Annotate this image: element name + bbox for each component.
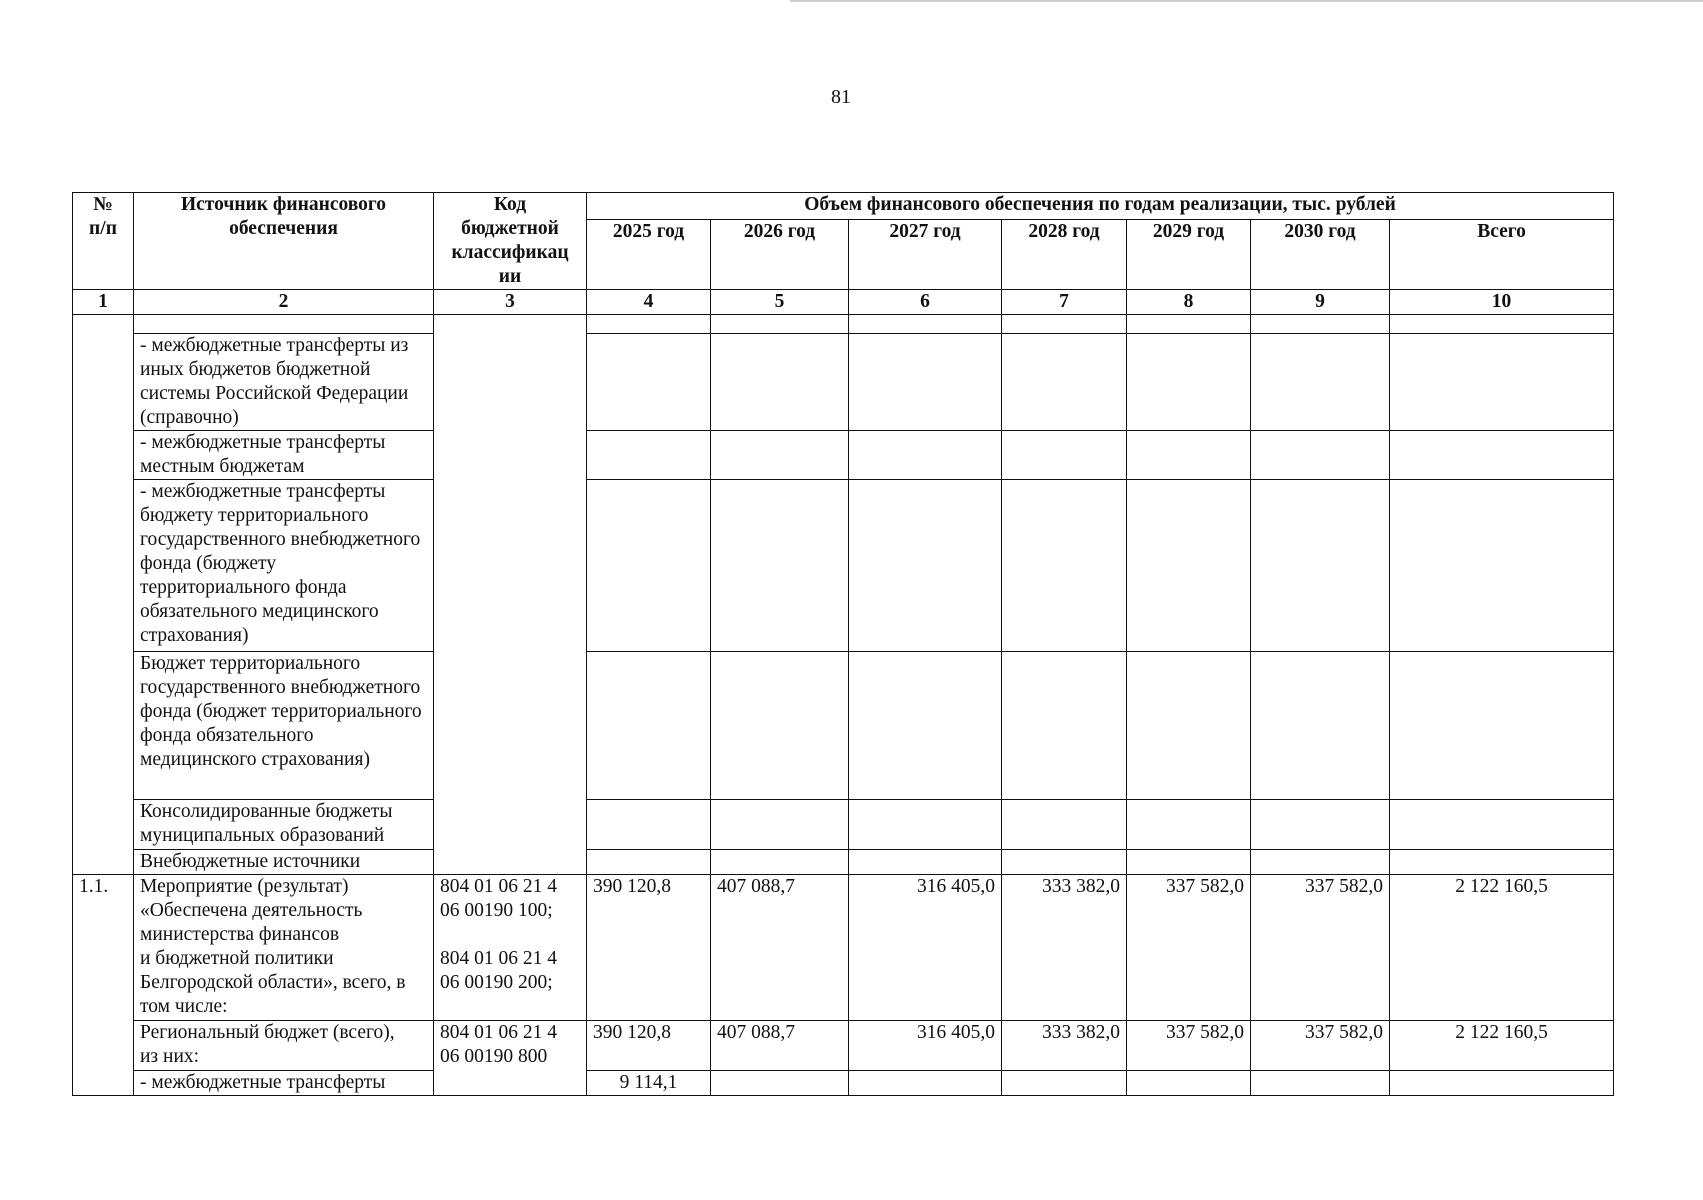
page-number: 81 (831, 86, 851, 108)
cell-source: Консолидированные бюджеты муниципальных образований (134, 800, 434, 850)
header-year: 2027 год (849, 220, 1002, 290)
header-no: № п/п (73, 193, 134, 290)
cell-value: 337 582,0 (1251, 1021, 1390, 1071)
cell-value: 390 120,8 (587, 1021, 711, 1071)
col-number: 1 (73, 290, 134, 315)
cell-source: - межбюджетные трансферты местным бюджетам (134, 431, 434, 480)
cell-value: 333 382,0 (1002, 1021, 1127, 1071)
header-volume: Объем финансового обеспечения по годам реализации, тыс. рублей (587, 193, 1614, 220)
cell-item-number: 1.1. (73, 875, 134, 1096)
col-number: 8 (1127, 290, 1251, 315)
column-number-row (73, 290, 1614, 315)
col-number: 2 (134, 290, 434, 315)
cell-empty (134, 315, 434, 334)
col-number: 7 (1002, 290, 1127, 315)
scan-edge-line (790, 0, 1703, 2)
col-number: 10 (1390, 290, 1614, 315)
cell-value-total: 2 122 160,5 (1390, 875, 1614, 1021)
item-row (73, 875, 1614, 1021)
regional-row (73, 1021, 1614, 1071)
table-row (73, 800, 1614, 850)
cell-last-source: - межбюджетные трансферты (134, 1071, 434, 1096)
cell-item-source: Мероприятие (результат) «Обеспечена деятельность министерства финансов и бюджетной политики Белгородской области», всего, в том числе: (134, 875, 434, 1021)
header-total: Всего (1390, 220, 1614, 290)
table-row (73, 431, 1614, 480)
header-code: Код бюджетной классификац ии (434, 193, 587, 290)
last-row (73, 1071, 1614, 1096)
table-row (73, 850, 1614, 875)
header-year: 2025 год (587, 220, 711, 290)
table-row (73, 652, 1614, 800)
cell-source: Внебюджетные источники (134, 850, 434, 875)
col-number: 3 (434, 290, 587, 315)
cell-value: 337 582,0 (1127, 1021, 1251, 1071)
table-row (73, 315, 1614, 334)
cell-value-total: 2 122 160,5 (1390, 1021, 1614, 1071)
col-number: 5 (711, 290, 849, 315)
cell-no-empty (73, 315, 134, 875)
cell-regional-source: Региональный бюджет (всего), из них: (134, 1021, 434, 1071)
cell-source: Бюджет территориального государственного внебюджетного фонда (бюджет территориального фонда обязательного медицинского страхования) (134, 652, 434, 800)
header-year: 2029 год (1127, 220, 1251, 290)
cell-value: 407 088,7 (711, 875, 849, 1021)
cell-value: 337 582,0 (1251, 875, 1390, 1021)
cell-source: - межбюджетные трансферты из иных бюджетов бюджетной системы Российской Федерации (справочно) (134, 334, 434, 431)
cell-value: 333 382,0 (1002, 875, 1127, 1021)
cell-value: 316 405,0 (849, 1021, 1002, 1071)
col-number: 4 (587, 290, 711, 315)
cell-item-code: 804 01 06 21 4 06 00190 100; 804 01 06 21 4 06 00190 200; (434, 875, 587, 1021)
cell-code-empty (434, 315, 587, 875)
header-year: 2028 год (1002, 220, 1127, 290)
cell-value: 316 405,0 (849, 875, 1002, 1021)
header-source: Источник финансового обеспечения (134, 193, 434, 290)
header-row-1 (73, 193, 1614, 220)
table-row (73, 334, 1614, 431)
financing-table (72, 192, 1614, 1096)
cell-value: 9 114,1 (587, 1071, 711, 1096)
table-row (73, 480, 1614, 652)
cell-value: 407 088,7 (711, 1021, 849, 1071)
cell-value: 390 120,8 (587, 875, 711, 1021)
cell-source: - межбюджетные трансферты бюджету территориального государственного внебюджетного фонда (бюджету территориального фонда обязательного медицинского страхования) (134, 480, 434, 652)
header-year: 2026 год (711, 220, 849, 290)
col-number: 6 (849, 290, 1002, 315)
cell-regional-code: 804 01 06 21 4 06 00190 800 (434, 1021, 587, 1096)
header-year: 2030 год (1251, 220, 1390, 290)
col-number: 9 (1251, 290, 1390, 315)
cell-value: 337 582,0 (1127, 875, 1251, 1021)
